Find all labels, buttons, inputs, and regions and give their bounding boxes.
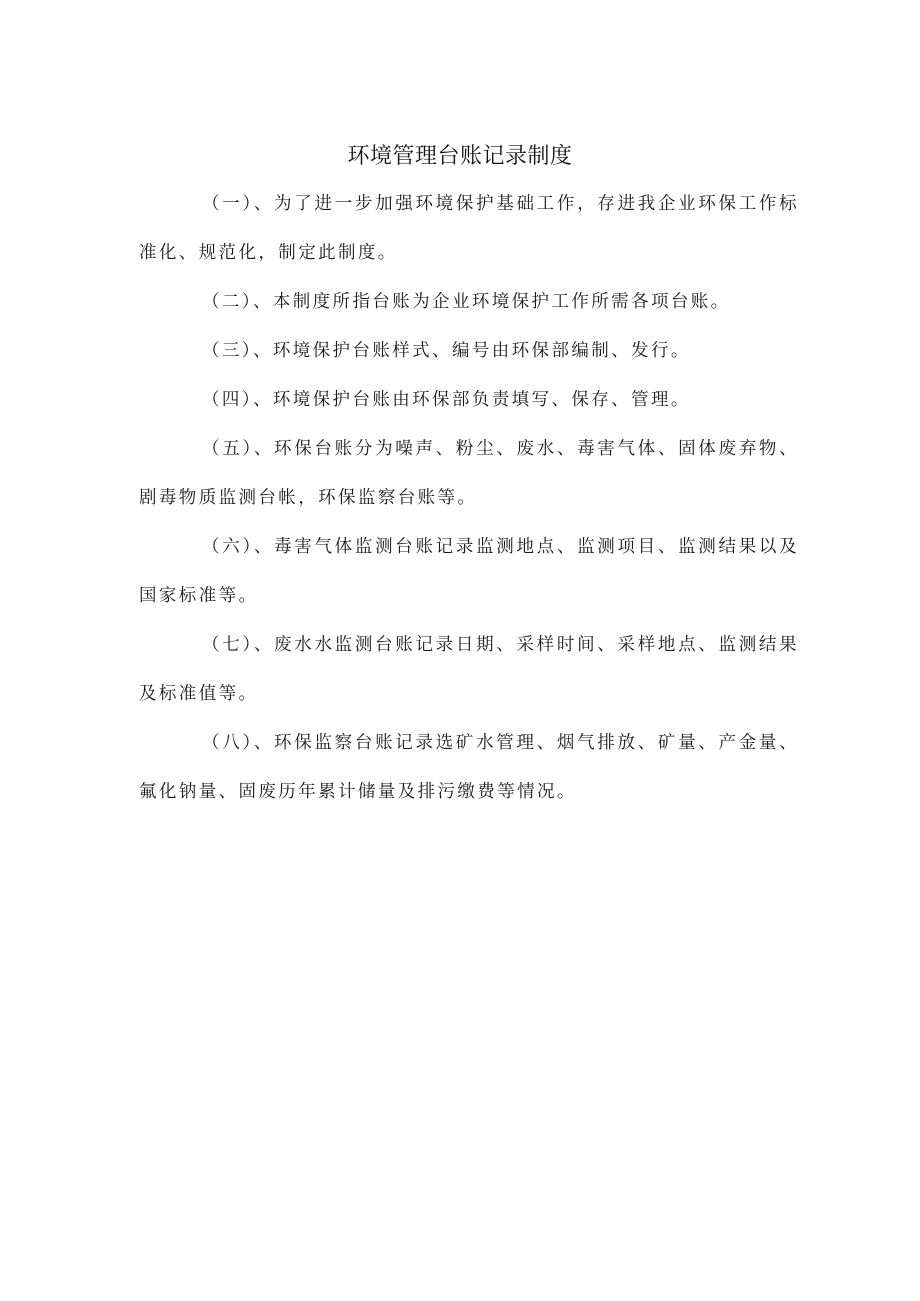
document-title: 环境管理台账记录制度 bbox=[347, 144, 573, 169]
paragraph-2: （二）、本制度所指台账为企业环境保护工作所需各项台账。 bbox=[202, 292, 731, 312]
paragraph-8: （八）、环保监察台账记录选矿水管理、烟气排放、矿量、产金量、氟化钠量、固废历年累计储量及排污缴费等情况。 bbox=[139, 733, 799, 802]
paragraph-3: （三）、环境保护台账样式、编号由环保部编制、发行。 bbox=[202, 341, 691, 361]
paragraph-7: （七）、废水水监测台账记录日期、采样时间、采样地点、监测结果及标准值等。 bbox=[139, 635, 799, 704]
paragraph-6: （六）、毒害气体监测台账记录监测地点、监测项目、监测结果以及国家标准等。 bbox=[139, 537, 799, 606]
document-body bbox=[139, 180, 799, 817]
paragraph-1: （一）、为了进一步加强环境保护基础工作，存进我企业环保工作标准化、规范化，制定此制度。 bbox=[139, 194, 799, 263]
paragraph-5: （五）、环保台账分为噪声、粉尘、废水、毒害气体、固体废弃物、剧毒物质监测台帐，环保监察台账等。 bbox=[139, 439, 799, 508]
paragraph-4: （四）、环境保护台账由环保部负责填写、保存、管理。 bbox=[202, 390, 691, 410]
